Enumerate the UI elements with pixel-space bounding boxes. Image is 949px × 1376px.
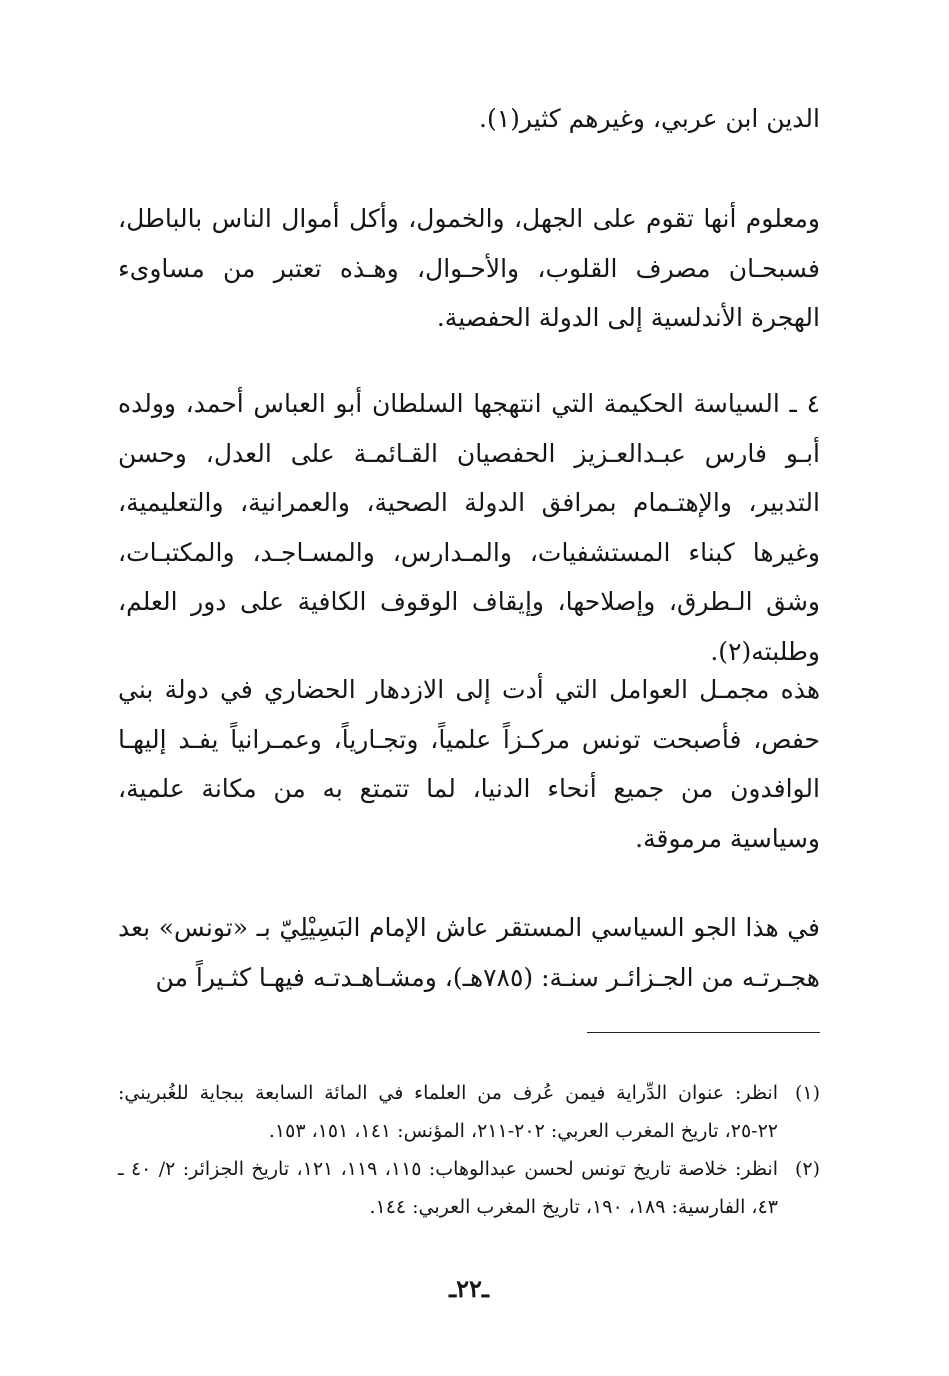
- footnote-number: (١): [794, 1082, 820, 1104]
- paragraph-andalusian-migration: ومعلوم أنها تقوم على الجهل، والخمول، وأكل أموال الناس بالباطل، فسبحـان مصرف القلوب، والأحـوال، وهـذه تعتبر من مساوىء الهجرة الأندلسية إلى الدولة الحفصية.: [118, 204, 820, 332]
- footnote-item: [118, 1150, 820, 1226]
- paragraph-wise-policy: ٤ ـ السياسة الحكيمة التي انتهجها السلطان أبو العباس أحمد، وولده أبـو فارس عبـدالعـزيز الحفصيان القـائمـة على العدل، وحسن التدبير، والإهتـمام بمرافق الدولة الصحية، والعمرانية، والتعليمية، وغيرها كبناء المستشفيات، والمـدارس، والمسـاجـد، والمكتبـات، وشق الـطرق، وإصلاحها، وإيقاف الوقوف الكافية على دور العلم، وطلبته(٢).: [118, 389, 820, 666]
- paragraph-prosperity-factors: هذه مجمـل العوامل التي أدت إلى الازدهار الحضاري في دولة بني حفص، فأصبحت تونس مركـزاً علمياً، وتجـارياً، وعمـرانياً يفـد إليهـا الوافدون من جميع أنحاء الدنيا، لما تتمتع به من مكانة علمية، وسياسية مرموقة.: [118, 675, 820, 853]
- book-page: [118, 0, 820, 1376]
- paragraph-basili-in-tunis: في هذا الجو السياسي المستقر عاش الإمام البَسِيْلِيّ بـ «تونس» بعد هجـرتـه من الجـزائـر سنـة: (٧٨٥هـ)، ومشـاهـدتـه فيهـا كثـيراً من: [118, 913, 820, 992]
- page-number: ـ٢٢ـ: [449, 1274, 489, 1303]
- footnote-number: (٢): [794, 1158, 820, 1180]
- footnote-text: انظر: خلاصة تاريخ تونس لحسن عبدالوهاب: ١١٥، ١١٩، ١٢١، تاريخ الجزائر: ٢/ ٤٠ ـ ٤٣، الفارسية: ١٨٩، ١٩٠، تاريخ المغرب العربي: ١٤٤.: [118, 1158, 779, 1218]
- footnote-separator: [587, 1032, 820, 1033]
- footnotes-list: [118, 1074, 820, 1226]
- paragraph-continuation: الدين ابن عربي، وغيرهم كثير(١).: [479, 104, 820, 133]
- footnote-item: [118, 1074, 820, 1150]
- footnote-text: انظر: عنوان الدِّراية فيمن عُرف من العلماء في المائة السابعة ببجاية للغُبريني: ٢٢-٢٥، تاريخ المغرب العربي: ٢٠٢-٢١١، المؤنس: ١٤١، ١٥١، ١٥٣.: [118, 1082, 778, 1142]
